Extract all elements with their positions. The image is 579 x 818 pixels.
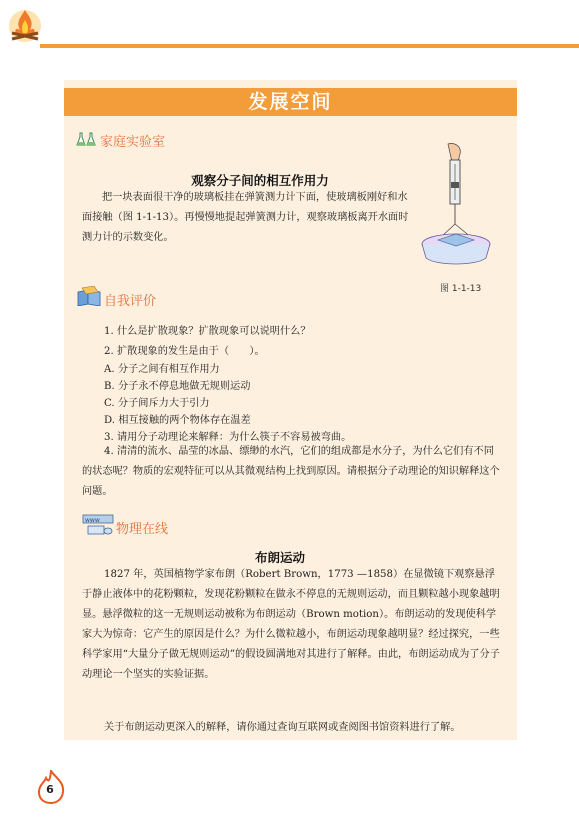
- self-eval-heading: 自我评价: [104, 294, 157, 309]
- lab-title: 观察分子间的相互作用力: [191, 173, 329, 188]
- flask-icon: [76, 131, 98, 147]
- question-2: 2. 扩散现象的发生是由于（ ）。: [104, 346, 265, 357]
- page-header: [0, 0, 579, 46]
- option-b: B. 分子永不停息地做无规则运动: [104, 381, 251, 392]
- computer-icon: [82, 514, 114, 536]
- brownian-title: 布朗运动: [254, 550, 305, 565]
- question-4: 4. 清清的流水、晶莹的冰晶、缥缈的水汽，它们的组成都是水分子，为什么它们有不同的状态呢？物质的宏观特征可以从其微观结构上找到原因。请根据分子动理论的知识解释这个问题。: [82, 446, 500, 497]
- question-3: 3. 请用分子动理论来解释：为什么筷子不容易被弯曲。: [104, 432, 352, 443]
- page-number: 6: [46, 783, 54, 796]
- campfire-logo-icon: [6, 4, 44, 44]
- figure-caption: 图 1-1-13: [440, 284, 482, 294]
- header-rule: [40, 44, 579, 48]
- spring-scale-figure: [420, 142, 498, 272]
- book-icon: [76, 286, 102, 306]
- option-d: D. 相互接触的两个物体存在温差: [104, 415, 251, 426]
- brownian-text: 1827 年，英国植物学家布朗（Robert Brown，1773 —1858）在显微镜下观察悬浮于静止液体中的花粉颗粒，发现花粉颗粒在做永不停息的无规则运动，而且颗粒越小现象越明显。悬浮微粒的这一无规则运动被称为布朗运动（Brown motion）。布朗运动的发现使科学家大为惊奇：它产生的原因是什么？为什么微粒越小，布朗运动现象越明显？经过探究，一些科学家用“大量分子做无规则运动”的假设圆满地对其进行了解释。由此，布朗运动成为了分子动理论一个坚实的实验证据。: [82, 569, 500, 680]
- lab-text: 把一块表面很干净的玻璃板挂在弹簧测力计下面，使玻璃板刚好和水面接触（图 1-1-13）。再慢慢地提起弹簧测力计，观察玻璃板离开水面时测力计的示数变化。: [82, 192, 409, 243]
- home-lab-heading: 家庭实验室: [100, 135, 166, 150]
- brownian-further-reading: 关于布朗运动更深入的解释，请你通过查询互联网或查阅图书馆资料进行了解。: [104, 722, 461, 733]
- banner-title: 发展空间: [248, 91, 333, 113]
- option-a: A. 分子之间有相互作用力: [104, 364, 220, 375]
- option-c: C. 分子间斥力大于引力: [104, 398, 210, 409]
- physics-online-heading: 物理在线: [116, 522, 169, 537]
- svg-text:www: www: [85, 517, 100, 524]
- question-1: 1. 什么是扩散现象？扩散现象可以说明什么？: [104, 326, 311, 337]
